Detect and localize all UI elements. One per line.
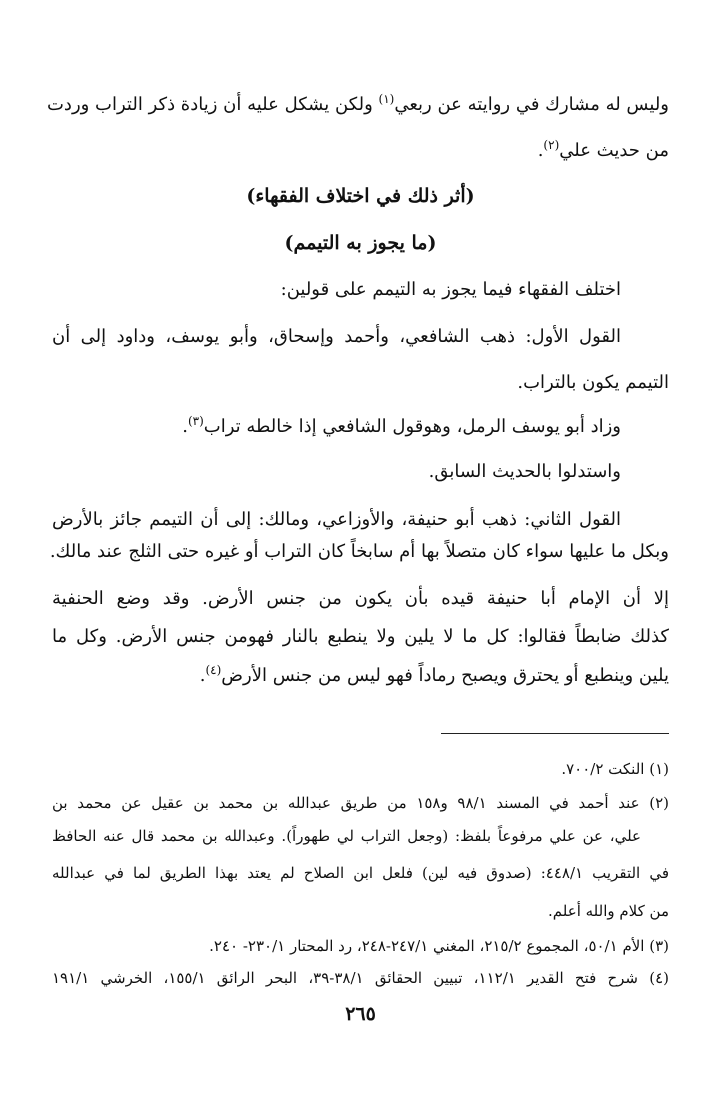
body-text: وزاد أبو يوسف الرمل، وهوقول الشافعي إذا خالطه تراب [203,416,621,437]
footnote-marker: (٤) [205,663,222,677]
footnote-marker: (٢) [543,138,560,152]
body-line-11: كذلك ضابطاً فقالوا: كل ما لا يلين ولا ينطبع بالنار فهومن جنس الأرض. وكل ما [52,626,669,647]
body-line-1 [46,92,669,118]
footnote-3: (٣) الأم ٥٠/١، المجموع ٢١٥/٢، المغني ٢٤٧/١-٢٤٨، رد المحتار ٢٣٠/١- ٢٤٠. [209,937,669,955]
footnote-2-line-3: في التقريب ٤٤٨/١: (صدوق فيه لين) فلعل ابن الصلاح لم يعتد بهذا الطريق لما في عبدالله [52,864,669,882]
body-text: من حديث علي [559,140,669,161]
body-line-4: القول الأول: ذهب الشافعي، وأحمد وإسحاق، وأبو يوسف، وداود إلى أن [52,326,621,347]
body-line-6 [52,414,621,440]
section-heading: (أثر ذلك في اختلاف الفقهاء) [246,185,475,207]
footnote-2-line-2: علي، عن علي مرفوعاً بلفظ: (وجعل التراب لي طهوراً). وعبدالله بن محمد قال عنه الحافظ [52,827,641,845]
subsection-heading: (ما يجوز به التيمم) [284,232,437,254]
body-text: وليس له مشارك في روايته عن ربعي [394,94,669,115]
body-line-8: القول الثاني: ذهب أبو حنيفة، والأوزاعي، ومالك: إلى أن التيمم جائز بالأرض [52,509,621,530]
body-line-9: وبكل ما عليها سواء كان متصلاً بها أم سابخاً كان التراب أو غيره حتى الثلج عند مالك. [49,541,669,562]
body-text: يلين وينطبع أو يحترق ويصبح رماداً فهو ليس من جنس الأرض [221,665,669,686]
footnote-separator [441,733,669,734]
body-line-12 [52,663,669,689]
body-text: . [537,140,544,161]
body-line-10: إلا أن الإمام أبا حنيفة قيده بأن يكون من جنس الأرض. وقد وضع الحنفية [52,588,669,609]
footnote-1: (١) النكت ٧٠٠/٢. [561,760,669,778]
body-text: . [199,665,206,686]
body-line-5: التيمم يكون بالتراب. [517,372,669,393]
body-text: ولكن يشكل عليه أن زيادة ذكر التراب وردت [46,94,379,115]
footnote-4: (٤) شرح فتح القدير ١١٢/١، تبيين الحقائق ٣٨/١-٣٩، البحر الرائق ١٥٥/١، الخرشي ١٩١/١ [52,969,669,987]
body-line-3: اختلف الفقهاء فيما يجوز به التيمم على قولين: [280,279,621,300]
body-line-7: واستدلوا بالحديث السابق. [428,461,621,482]
body-line-2 [52,138,669,164]
page-number: ٢٦٥ [345,1003,376,1025]
footnote-2-line-1: (٢) عند أحمد في المسند ٩٨/١ و١٥٨ من طريق عبدالله بن محمد بن عقيل عن محمد بن [52,794,669,812]
footnote-marker: (١) [378,92,395,106]
footnote-2-line-4: من كلام والله أعلم. [548,902,669,920]
body-text: . [182,416,188,437]
footnote-marker: (٣) [187,414,204,428]
